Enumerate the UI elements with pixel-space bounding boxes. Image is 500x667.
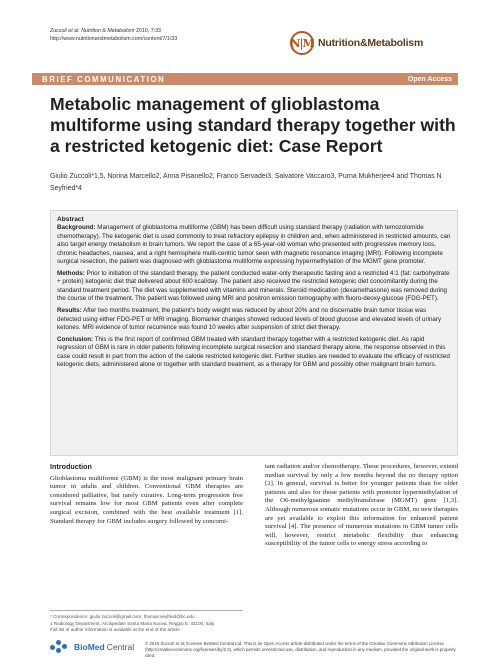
article-citation xyxy=(50,28,177,43)
abstract-background: Background: Management of glioblastoma multiforme (GBM) has been difficult using standard therapy (radiation with temozolomide chemotherapy). The ketogenic diet is used commonly to treat refractory epilepsy in children and, when administered in restricted amounts, can also target energy metabolism in brain tumors. We report the case of a 65-year-old woman who presented with progressive memory loss, chronic headaches, nausea, and a right hemisphere multi-centric tumor seen with magnetic resonance imaging (MRI). Following incomplete surgical resection, the patient was diagnosed with glioblastoma multiforme expressing hypermethylation of the MGMT gene promoter. xyxy=(57,224,451,265)
correspondence-footnote xyxy=(50,610,243,634)
introduction-text-right: tant radiation and/or chemotherapy. These procedures, however, extend median survival by only a few months beyond the no therapy option [2]. In general, survival is better for younger patients than for older patients and also for those patients with promoter hypermethylation of the O6-methylguanine methyltransferase (MGMT) gene [1,3]. Although numerous somatic mutations occur in GBM, no new therapies are yet available to exploit this information for enhanced patient survival [4]. The presence of numerous mutations in GBM tumor cells will, however, restrict metabolic flexibility thus enhancing susceptibility of the tumor cells to energy stress according to xyxy=(265,463,458,548)
affiliation-line: 1 Radiology Department, Arcispedale Santa Maria Nuova, Reggio E. 42100, Italy xyxy=(50,620,215,626)
body-column-right xyxy=(265,463,458,549)
bmc-name: BioMed xyxy=(74,642,105,652)
citation-url[interactable]: http://www.nutritionandmetabolism.com/content/7/1/33 xyxy=(50,35,178,42)
page-footer xyxy=(0,640,500,667)
abstract-methods: Methods: Prior to initiation of the standard therapy, the patient conducted water-only therapeutic fasting and a restricted 4:1 (fat: carbohydrate + protein) ketogenic diet that delivered about 600 kcal/day. The patient also received the restricted ketogenic diet concomitantly during the standard treatment period. The diet was supplemented with vitamins and minerals. Steroid medication (dexamethasone) was removed during the course of the treatment. The patient was followed using MRI and positron emission tomography with fluoro-deoxy-glucose (FDG-PET). xyxy=(57,269,450,303)
author-list: Giulio Zuccoli*1,5, Norina Marcello2, Anna Pisanello2, Franco Servadei3, Salvatore Vaccaro3, Purna Mukherjee4 and Thomas N Seyfried*4 xyxy=(50,173,442,192)
abstract-box xyxy=(50,210,458,456)
abstract-results: Results: After two months treatment, the patient's body weight was reduced by about 20% and no discernable brain tumor tissue was detected using either FDG-PET or MRI imaging. Biomarker changes showed reduced levels of blood glucose and elevated levels of urinary ketones. MRI evidence of tumor recurrence was found 10 weeks after suspension of strict diet therapy. xyxy=(57,307,442,332)
author-info-note: Full list of author information is available at the end of the article xyxy=(50,627,180,633)
article-type-banner xyxy=(32,73,458,85)
bmc-dots-icon xyxy=(50,640,72,654)
abstract-conclusion: Conclusion: This is the first report of confirmed GBM treated with standard therapy together with a restricted ketogenic diet. As rapid regression of GBM is rare in older patients following incomplete surgical resection and standard therapy alone, the response observed in this case could result in part from the action of the calorie restricted ketogenic diet. Further studies are needed to evaluate the efficacy of restricted ketogenic diets, administered alone or together with standard treatment, as a therapy for GBM and possibly other malignant brain tumors. xyxy=(57,335,450,369)
journal-name: Nutrition&Metabolism xyxy=(318,37,424,49)
article-type: BRIEF COMMUNICATION xyxy=(42,74,166,84)
biomed-central-logo xyxy=(50,640,134,654)
introduction-text-left: Glioblastoma multiforme (GBM) is the most malignant primary brain tumor in adults and children. Conventional GBM therapies are considered palliative, but rarely curative. Long-term progression free survival remains low for most GBM patients even after complete surgical excision, combined with the best available treatment [1]. Standard therapy for GBM includes surgery followed by concomi- xyxy=(50,474,243,525)
citation-line-1: Zuccoli et al. Nutrition & Metabolism 2010, 7:33 xyxy=(50,28,162,34)
open-access-label: Open Access xyxy=(407,75,452,83)
license-text: © 2010 Zuccoli et al; licensee BioMed Central Ltd. This is an Open Access article distributed under the terms of the Creative Commons Attribution License (http://creativecommons.org/licenses/by/2.0), which permits unrestricted use, distribution, and reproduction in any medium, provided the original work is properly cited. xyxy=(145,641,456,659)
abstract-heading: Abstract xyxy=(57,216,84,223)
article-title: Metabolic management of glioblastoma multiforme using standard therapy together with a restricted ketogenic diet: Case Report xyxy=(50,94,456,156)
body-column-left xyxy=(50,463,243,526)
bmc-central: Central xyxy=(106,642,135,652)
correspondence-line[interactable]: * Correspondence: giulio.zuccoli@gmail.com, thomas.seyfried@bc.edu xyxy=(50,614,195,619)
journal-logo xyxy=(290,28,460,58)
introduction-heading: Introduction xyxy=(50,462,92,471)
nm-logo-icon: N|M xyxy=(290,31,314,55)
